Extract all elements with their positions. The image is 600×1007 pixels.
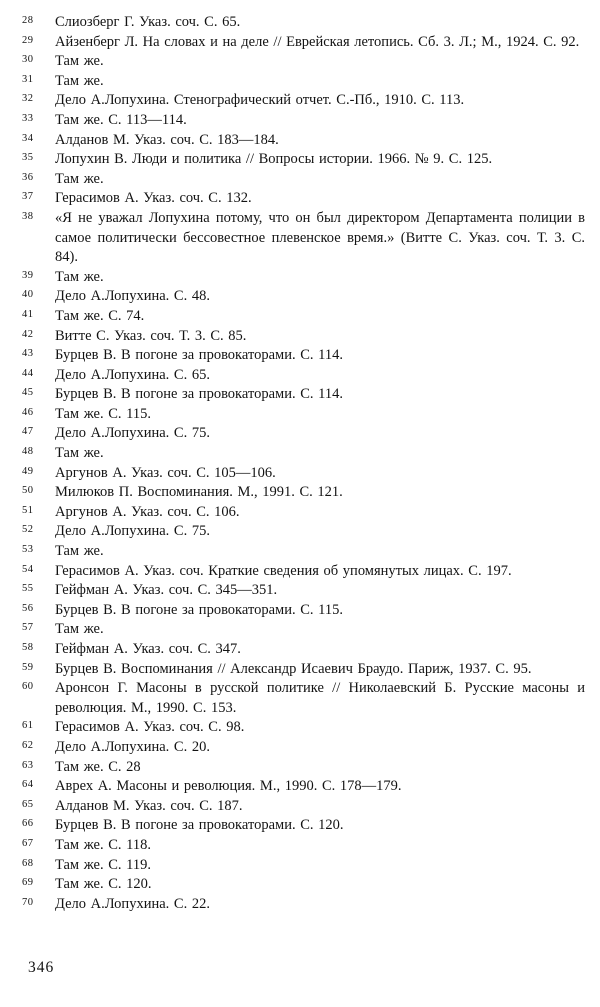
note-text: Там же. С. 119.	[55, 856, 152, 873]
endnote	[22, 816, 585, 836]
endnote	[22, 856, 585, 876]
note-text: Дело А.Лопухина. С. 20.	[55, 738, 210, 755]
endnote	[22, 327, 585, 347]
endnote	[22, 405, 585, 425]
note-text: Там же.	[55, 543, 104, 560]
note-number: 36	[22, 171, 34, 183]
note-number: 60	[22, 681, 34, 693]
endnote	[22, 91, 585, 111]
note-number: 48	[22, 446, 34, 458]
endnote	[22, 660, 585, 680]
endnote	[22, 444, 585, 464]
endnote	[22, 640, 585, 660]
note-text: Гейфман А. Указ. соч. С. 345—351.	[55, 582, 278, 599]
endnote	[22, 52, 585, 72]
note-number: 68	[22, 857, 34, 869]
note-text: Там же. С. 113—114.	[55, 111, 187, 128]
endnote	[22, 503, 585, 523]
page-number: 346	[28, 959, 55, 976]
note-number: 50	[22, 485, 34, 497]
endnote	[22, 875, 585, 895]
note-number: 52	[22, 524, 34, 536]
note-text: Там же.	[55, 268, 104, 285]
endnote	[22, 33, 585, 53]
note-number: 56	[22, 602, 34, 614]
note-text: Алданов М. Указ. соч. С. 183—184.	[55, 131, 279, 148]
endnote	[22, 189, 585, 209]
note-text: Там же.	[55, 621, 104, 638]
note-text: Бурцев В. В погоне за провокаторами. С. 115.	[55, 601, 343, 618]
note-number: 35	[22, 152, 34, 164]
endnote	[22, 268, 585, 288]
note-text: Там же. С. 118.	[55, 836, 152, 853]
endnote	[22, 150, 585, 170]
endnote	[22, 777, 585, 797]
endnote	[22, 464, 585, 484]
note-text: Там же.	[55, 72, 104, 89]
note-text: Дело А.Лопухина. С. 22.	[55, 895, 210, 912]
note-text: Дело А.Лопухина. С. 48.	[55, 288, 210, 305]
note-text: Гейфман А. Указ. соч. С. 347.	[55, 641, 241, 657]
note-number: 66	[22, 818, 34, 830]
endnote	[22, 111, 585, 131]
endnotes-list	[22, 13, 585, 914]
endnote	[22, 797, 585, 817]
endnote	[22, 542, 585, 562]
note-text: Милюков П. Воспоминания. М., 1991. С. 121.	[55, 484, 343, 501]
endnote	[22, 581, 585, 601]
note-number: 41	[22, 308, 34, 320]
endnote	[22, 424, 585, 444]
endnote	[22, 131, 585, 151]
note-number: 39	[22, 269, 34, 281]
note-number: 46	[22, 406, 34, 418]
note-text: Дело А.Лопухина. С. 75.	[55, 425, 210, 442]
note-text: Там же. С. 28	[55, 758, 141, 775]
endnote	[22, 483, 585, 503]
note-number: 70	[22, 896, 34, 908]
note-text: Там же.	[55, 53, 104, 70]
note-text: Бурцев В. В погоне за провокаторами. С. 114.	[55, 386, 343, 403]
note-text: Аргунов А. Указ. соч. С. 105—106.	[55, 464, 276, 481]
note-number: 67	[22, 837, 34, 849]
note-text: Там же.	[55, 170, 104, 187]
note-text: Аврех А. Масоны и революция. М., 1990. С. 178—179.	[55, 778, 402, 795]
note-text: Герасимов А. Указ. соч. Краткие сведения об упомянутых лицах. С. 197.	[55, 562, 512, 579]
note-number: 54	[22, 563, 34, 575]
note-number: 34	[22, 132, 34, 144]
note-number: 30	[22, 54, 34, 66]
note-number: 63	[22, 759, 34, 771]
note-number: 57	[22, 622, 34, 634]
note-number: 33	[22, 112, 34, 124]
endnote	[22, 562, 585, 582]
endnote	[22, 346, 585, 366]
note-text: Там же. С. 115.	[55, 405, 152, 422]
endnote	[22, 679, 585, 718]
note-text: Бурцев В. В погоне за провокаторами. С. 120.	[55, 817, 344, 834]
note-text: Там же. С. 74.	[55, 307, 145, 324]
endnote	[22, 307, 585, 327]
note-text: Айзенберг Л. На словах и на деле // Еврейская летопись. Сб. 3. Л.; М., 1924. С. 92.	[55, 33, 580, 50]
note-text: Дело А.Лопухина. Стенографический отчет. С.-Пб., 1910. С. 113.	[55, 92, 465, 109]
endnote	[22, 287, 585, 307]
note-number: 37	[22, 191, 34, 203]
note-number: 28	[22, 15, 34, 26]
endnote	[22, 13, 585, 33]
note-number: 31	[22, 73, 34, 85]
note-number: 69	[22, 877, 34, 889]
note-text: Бурцев В. В погоне за провокаторами. С. 114.	[55, 347, 343, 364]
note-number: 61	[22, 720, 34, 732]
note-text: Герасимов А. Указ. соч. С. 132.	[55, 190, 252, 207]
note-number: 53	[22, 544, 34, 556]
note-number: 51	[22, 504, 34, 516]
endnote	[22, 209, 585, 268]
note-number: 65	[22, 798, 34, 810]
note-text: «Я не уважал Лопухина потому, что он был директором Департамента полиции в самое политически бессовестное плевенское время.» (Витте С. Указ. соч. Т. 3. С. 84).	[55, 209, 585, 266]
endnote	[22, 522, 585, 542]
note-text: Аронсон Г. Масоны в русской политике // Николаевский Б. Русские масоны и революция. М., 1990. С. 153.	[55, 680, 585, 716]
note-text: Слиозберг Г. Указ. соч. С. 65.	[55, 14, 241, 30]
note-number: 45	[22, 387, 34, 399]
note-number: 29	[22, 34, 34, 46]
note-text: Дело А.Лопухина. С. 65.	[55, 366, 210, 383]
note-text: Герасимов А. Указ. соч. С. 98.	[55, 719, 245, 736]
endnote	[22, 836, 585, 856]
note-text: Там же. С. 120.	[55, 876, 152, 893]
endnote	[22, 601, 585, 621]
note-text: Дело А.Лопухина. С. 75.	[55, 523, 210, 540]
note-text: Бурцев В. Воспоминания // Александр Исаевич Браудо. Париж, 1937. С. 95.	[55, 660, 532, 677]
endnote	[22, 385, 585, 405]
note-number: 38	[22, 210, 34, 222]
note-number: 55	[22, 583, 34, 595]
note-text: Там же.	[55, 445, 104, 462]
endnote	[22, 895, 585, 915]
note-text: Витте С. Указ. соч. Т. 3. С. 85.	[55, 327, 247, 344]
note-number: 42	[22, 328, 34, 340]
note-number: 59	[22, 661, 34, 673]
note-text: Аргунов А. Указ. соч. С. 106.	[55, 503, 240, 520]
endnote	[22, 620, 585, 640]
endnote	[22, 758, 585, 778]
note-number: 40	[22, 289, 34, 301]
note-number: 49	[22, 465, 34, 477]
note-number: 44	[22, 367, 34, 379]
note-number: 43	[22, 348, 34, 360]
note-number: 58	[22, 642, 34, 653]
note-text: Алданов М. Указ. соч. С. 187.	[55, 797, 243, 814]
note-text: Лопухин В. Люди и политика // Вопросы истории. 1966. № 9. С. 125.	[55, 151, 493, 168]
endnote	[22, 718, 585, 738]
endnote	[22, 366, 585, 386]
note-number: 64	[22, 779, 34, 791]
endnote	[22, 72, 585, 92]
note-number: 47	[22, 426, 34, 438]
note-number: 62	[22, 739, 34, 751]
note-number: 32	[22, 93, 34, 105]
endnote	[22, 170, 585, 190]
endnote	[22, 738, 585, 758]
